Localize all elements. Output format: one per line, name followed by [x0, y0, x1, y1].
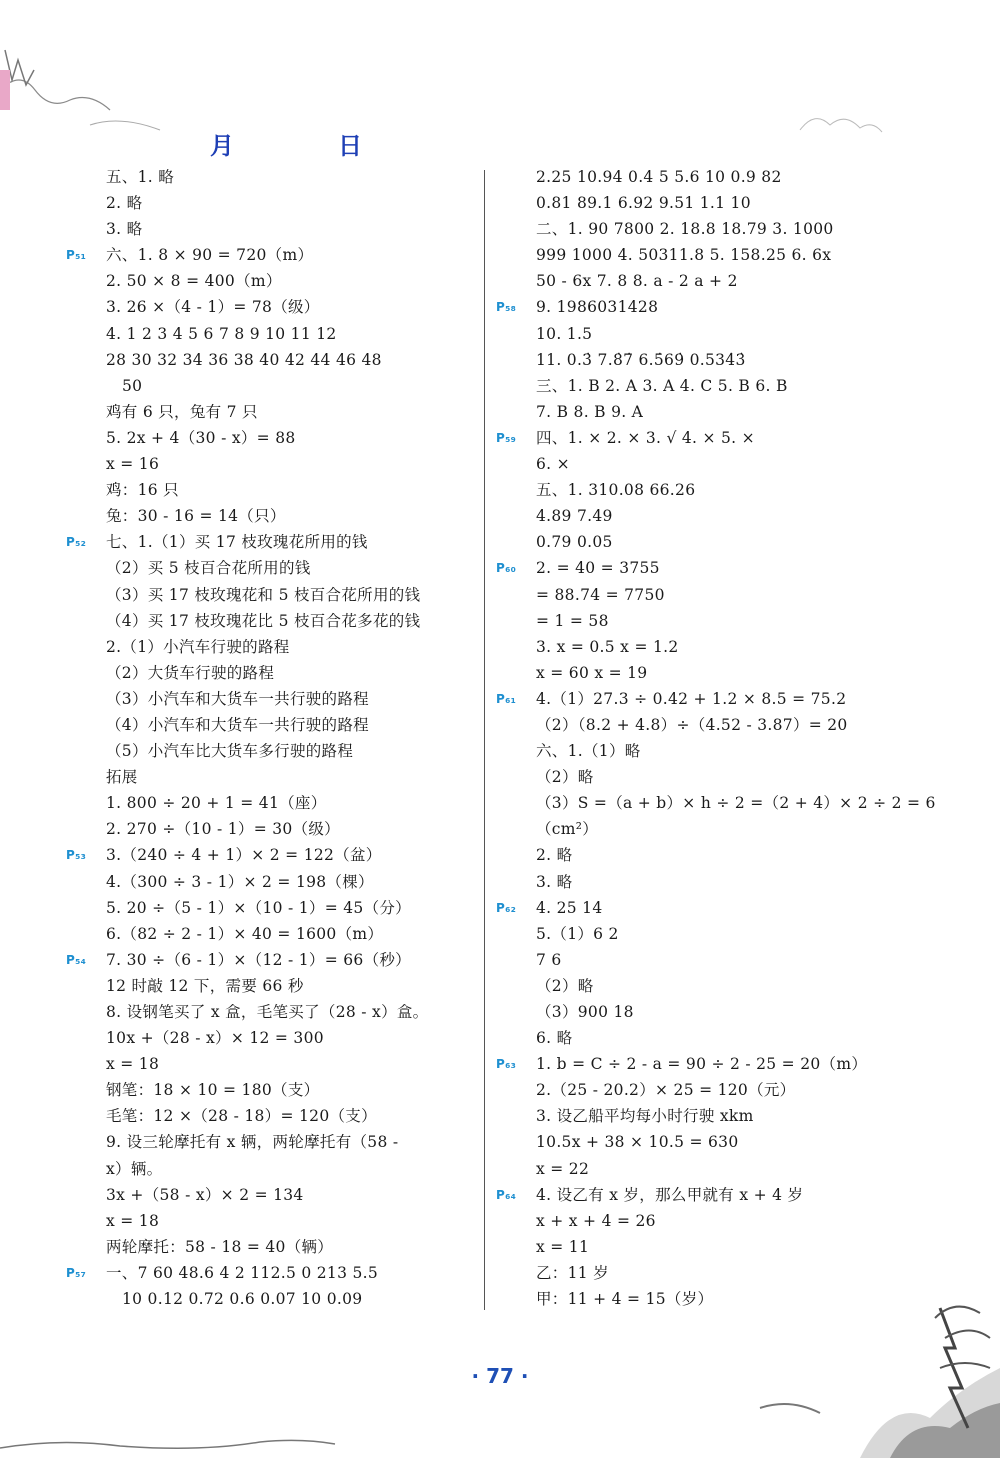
- answer-text: 甲：11 + 4 = 15（岁）: [536, 1290, 714, 1309]
- answer-line: [66, 1260, 478, 1286]
- page-reference-label: P₅₂: [66, 535, 87, 550]
- answer-text: 12 时敲 12 下，需要 66 秒: [106, 976, 304, 995]
- answer-text: 五、1. 310.08 66.26: [536, 481, 696, 500]
- answer-line: [496, 712, 916, 738]
- answer-line: [66, 321, 478, 347]
- answer-line: [496, 1103, 916, 1129]
- answer-line: [66, 242, 478, 268]
- answer-text: 1. b = C ÷ 2 - a = 90 ÷ 2 - 25 = 20（m）: [536, 1055, 868, 1074]
- answer-line: [66, 869, 478, 895]
- answer-line: [496, 790, 936, 816]
- answer-text: （2）大货车行驶的路程: [106, 663, 275, 682]
- answer-line: [496, 1051, 916, 1077]
- answer-text: 鸡：16 只: [106, 481, 179, 500]
- answer-line: [496, 451, 916, 477]
- day-label: 日: [338, 132, 362, 160]
- answer-text: 2. 50 × 8 = 400（m）: [106, 272, 282, 291]
- answer-line: [496, 634, 916, 660]
- answer-line: [66, 947, 478, 973]
- answer-text: 10.5x + 38 × 10.5 = 630: [536, 1133, 739, 1152]
- landscape-decoration-bottom-left: [0, 1428, 340, 1458]
- answer-line: [66, 921, 478, 947]
- landscape-decoration-top: [0, 30, 180, 160]
- answer-text: 三、1. B 2. A 3. A 4. C 5. B 6. B: [536, 376, 788, 395]
- answer-line: [66, 712, 478, 738]
- answer-text: 3. 26 ×（4 - 1）= 78（级）: [106, 298, 320, 317]
- answer-line: [496, 1077, 916, 1103]
- answer-line: [66, 425, 478, 451]
- answer-text: 4.89 7.49: [536, 507, 613, 526]
- page-reference-label: P₆₃: [496, 1057, 517, 1072]
- answer-line: [66, 347, 478, 373]
- answer-text: 999 1000 4. 50311.8 5. 158.25 6. 6x: [536, 246, 832, 265]
- answer-text: 乙：11 岁: [536, 1263, 609, 1282]
- answer-line: [496, 1129, 916, 1155]
- answer-line: [496, 321, 916, 347]
- answer-line: [496, 895, 916, 921]
- answer-line: [66, 268, 478, 294]
- answer-line: [66, 790, 478, 816]
- answer-text: 7. B 8. B 9. A: [536, 402, 644, 421]
- answer-line: [66, 660, 478, 686]
- answer-text: （4）买 17 枝玫瑰花比 5 枝百合花多花的钱: [106, 611, 421, 630]
- answer-text: 0.81 89.1 6.92 9.51 1.1 10: [536, 194, 751, 213]
- answer-line: [66, 1103, 478, 1129]
- answer-line: [496, 816, 916, 842]
- answer-text: 5. 2x + 4（30 - x）= 88: [106, 428, 296, 447]
- answer-line: [66, 764, 478, 790]
- answer-text: 9. 设三轮摩托有 x 辆，两轮摩托有（58 -: [106, 1133, 399, 1152]
- answer-line: [66, 164, 478, 190]
- answer-text: 3. 略: [106, 220, 143, 239]
- page-reference-label: P₆₀: [496, 561, 517, 576]
- answer-text: 二、1. 90 7800 2. 18.8 18.79 3. 1000: [536, 220, 834, 239]
- answer-text: 50 - 6x 7. 8 8. a - 2 a + 2: [536, 272, 738, 291]
- answer-line: [496, 190, 916, 216]
- answer-text: （3）S =（a + b）× h ÷ 2 =（2 + 4）× 2 ÷ 2 = 6: [536, 794, 936, 813]
- answer-line: [496, 268, 916, 294]
- answer-line: [66, 1025, 478, 1051]
- answer-text: 鸡有 6 只，兔有 7 只: [106, 402, 258, 421]
- answer-text: 0.79 0.05: [536, 533, 613, 552]
- answer-line: [496, 164, 916, 190]
- answer-line: [66, 477, 478, 503]
- answer-text: x + x + 4 = 26: [536, 1211, 656, 1230]
- answer-line: [66, 1129, 478, 1155]
- page-number: · 77 ·: [471, 1364, 529, 1388]
- answer-text: 五、1. 略: [106, 168, 175, 186]
- answer-line: [66, 1208, 478, 1234]
- page-reference-label: P₅₃: [66, 848, 87, 863]
- answer-line: [66, 1286, 478, 1312]
- answer-text: 7. 30 ÷（6 - 1）×（12 - 1）= 66（秒）: [106, 950, 411, 969]
- answer-text: 10x +（28 - x）× 12 = 300: [106, 1029, 324, 1048]
- answer-text: 六、1. 8 × 90 = 720（m）: [106, 246, 314, 265]
- answer-text: 6.（82 ÷ 2 - 1）× 40 = 1600（m）: [106, 924, 384, 943]
- answer-line: [496, 216, 916, 242]
- answer-text: = 1 = 58: [536, 611, 609, 630]
- answer-text: x = 18: [106, 1055, 160, 1074]
- month-label: 月: [210, 132, 234, 160]
- answer-text: x = 11: [536, 1237, 590, 1256]
- page-reference-label: P₅₄: [66, 952, 87, 967]
- answer-text: （3）900 18: [536, 1003, 634, 1021]
- answer-line: [496, 842, 916, 868]
- answer-text: （2）（8.2 + 4.8）÷（4.52 - 3.87）= 20: [536, 715, 848, 734]
- answer-text: 六、1.（1）略: [536, 742, 641, 761]
- answer-text: （5）小汽车比大货车多行驶的路程: [106, 742, 354, 761]
- answer-text: （2）买 5 枝百合花所用的钱: [106, 559, 311, 578]
- answer-line: [496, 947, 916, 973]
- answer-text: 2.（1）小汽车行驶的路程: [106, 637, 290, 656]
- answer-line: [66, 216, 478, 242]
- answer-line: [496, 608, 916, 634]
- answer-text: 2.25 10.94 0.4 5 5.6 10 0.9 82: [536, 168, 782, 186]
- answer-text: 5. 20 ÷（5 - 1）×（10 - 1）= 45（分）: [106, 898, 411, 917]
- answer-line: [496, 399, 916, 425]
- answer-text: 七、1.（1）买 17 枝玫瑰花所用的钱: [106, 533, 368, 552]
- answer-line: [66, 582, 478, 608]
- page-reference-label: P₅₁: [66, 248, 87, 263]
- answer-text: 毛笔：12 ×（28 - 18）= 120（支）: [106, 1107, 377, 1126]
- right-answer-column: [496, 164, 936, 1312]
- answer-text: 四、1. × 2. × 3. √ 4. × 5. ×: [536, 428, 755, 447]
- answer-text: x = 22: [536, 1159, 590, 1178]
- answer-text: 28 30 32 34 36 38 40 42 44 46 48: [106, 350, 382, 369]
- answer-line: [66, 895, 478, 921]
- answer-text: x）辆。: [106, 1159, 163, 1178]
- answer-text: x = 16: [106, 455, 160, 474]
- answer-text: 3. 略: [536, 872, 573, 891]
- answer-text: 钢笔：18 × 10 = 180（支）: [106, 1081, 320, 1100]
- answer-text: 1. 800 ÷ 20 + 1 = 41（座）: [106, 794, 327, 813]
- landscape-decoration-bottom-right: [740, 1218, 1000, 1458]
- answer-line: [496, 582, 916, 608]
- answer-line: [66, 634, 478, 660]
- answer-text: 5.（1）6 2: [536, 924, 619, 943]
- cloud-decoration: [790, 100, 890, 140]
- page-reference-label: P₅₉: [496, 430, 517, 445]
- answer-text: 4. 1 2 3 4 5 6 7 8 9 10 11 12: [106, 324, 337, 343]
- answer-line: [496, 764, 916, 790]
- answer-line: [496, 555, 916, 581]
- answer-line: [496, 738, 916, 764]
- answer-line: [66, 973, 478, 999]
- answer-line: [496, 1182, 916, 1208]
- answer-line: [66, 294, 478, 320]
- answer-line: [66, 399, 478, 425]
- answer-text: 2. = 40 = 3755: [536, 559, 660, 578]
- answer-line: [66, 816, 478, 842]
- answer-line: [496, 686, 916, 712]
- answer-text: （4）小汽车和大货车一共行驶的路程: [106, 715, 369, 734]
- answer-line: [496, 425, 916, 451]
- answer-line: [66, 373, 478, 399]
- answer-text: 一、7 60 48.6 4 2 112.5 0 213 5.5: [106, 1263, 379, 1282]
- answer-text: （3）买 17 枝玫瑰花和 5 枝百合花所用的钱: [106, 585, 421, 604]
- page-reference-label: P₅₈: [496, 300, 517, 315]
- answer-text: 6. ×: [536, 455, 570, 474]
- page-reference-label: P₆₂: [496, 900, 517, 915]
- answer-text: x = 18: [106, 1211, 160, 1230]
- page-reference-label: P₅₇: [66, 1265, 87, 1280]
- answer-text: 3x +（58 - x）× 2 = 134: [106, 1185, 304, 1204]
- answer-text: 拓展: [106, 768, 138, 787]
- answer-line: [66, 999, 478, 1025]
- left-answer-column: [66, 164, 478, 1312]
- answer-text: 4.（300 ÷ 3 - 1）× 2 = 198（棵）: [106, 872, 374, 891]
- answer-text: （2）略: [536, 768, 594, 787]
- answer-line: [496, 294, 916, 320]
- answer-line: [496, 921, 916, 947]
- answer-line: [496, 503, 916, 529]
- answer-text: 3.（240 ÷ 4 + 1）× 2 = 122（盆）: [106, 846, 382, 865]
- answer-line: [66, 190, 478, 216]
- answer-line: [66, 738, 478, 764]
- answer-text: 9. 1986031428: [536, 298, 659, 317]
- answer-text: 2. 略: [106, 194, 143, 213]
- answer-line: [496, 660, 916, 686]
- answer-line: [66, 1182, 478, 1208]
- answer-line: [66, 555, 478, 581]
- answer-text: 8. 设钢笔买了 x 盒，毛笔买了（28 - x）盒。: [106, 1003, 429, 1021]
- answer-line: [66, 529, 478, 555]
- answer-text: 4. 25 14: [536, 898, 603, 917]
- answer-line: [66, 1234, 478, 1260]
- page-reference-label: P₆₁: [496, 691, 517, 706]
- answer-line: [66, 608, 478, 634]
- answer-text: （2）略: [536, 976, 594, 995]
- answer-line: [496, 242, 916, 268]
- answer-text: 2. 270 ÷（10 - 1）= 30（级）: [106, 820, 340, 839]
- answer-text: x = 60 x = 19: [536, 663, 648, 682]
- answer-text: 50: [122, 376, 143, 395]
- answer-line: [496, 373, 916, 399]
- answer-text: 3. 设乙船平均每小时行驶 xkm: [536, 1107, 754, 1126]
- answer-text: 4. 设乙有 x 岁，那么甲就有 x + 4 岁: [536, 1185, 804, 1204]
- answer-text: 10. 1.5: [536, 324, 593, 343]
- answer-text: 2. 略: [536, 846, 573, 865]
- answer-line: [66, 686, 478, 712]
- answer-line: [496, 347, 916, 373]
- answer-line: [496, 477, 916, 503]
- answer-text: 4.（1）27.3 ÷ 0.42 + 1.2 × 8.5 = 75.2: [536, 689, 847, 708]
- answer-text: 3. x = 0.5 x = 1.2: [536, 637, 679, 656]
- column-divider: [484, 170, 485, 1310]
- answer-line: [496, 529, 916, 555]
- answer-line: [496, 869, 916, 895]
- answer-text: （cm²）: [536, 820, 599, 839]
- answer-text: = 88.74 = 7750: [536, 585, 665, 604]
- answer-line: [66, 1077, 478, 1103]
- answer-line: [66, 451, 478, 477]
- answer-text: 6. 略: [536, 1029, 573, 1048]
- answer-text: 两轮摩托：58 - 18 = 40（辆）: [106, 1237, 334, 1256]
- page-reference-label: P₆₄: [496, 1187, 517, 1202]
- page-header: [0, 0, 1000, 170]
- answer-text: 7 6: [536, 950, 562, 969]
- answer-text: 11. 0.3̇ 7.8̇7̇ 6.5̇69̇ 0.534̇3̇: [536, 350, 746, 369]
- answer-text: 10 0.12 0.72 0.6 0.07 10 0.09: [122, 1290, 363, 1309]
- answer-text: 2.（25 - 20.2）× 25 = 120（元）: [536, 1081, 796, 1100]
- answer-line: [66, 503, 478, 529]
- answer-line: [66, 842, 478, 868]
- answer-line: [496, 1025, 916, 1051]
- answer-line: [496, 1156, 916, 1182]
- answer-line: [496, 973, 916, 999]
- answer-text: （3）小汽车和大货车一共行驶的路程: [106, 689, 369, 708]
- answer-line: [496, 999, 916, 1025]
- answer-text: 兔：30 - 16 = 14（只）: [106, 507, 286, 526]
- answer-line: [66, 1156, 478, 1182]
- answer-line: [66, 1051, 478, 1077]
